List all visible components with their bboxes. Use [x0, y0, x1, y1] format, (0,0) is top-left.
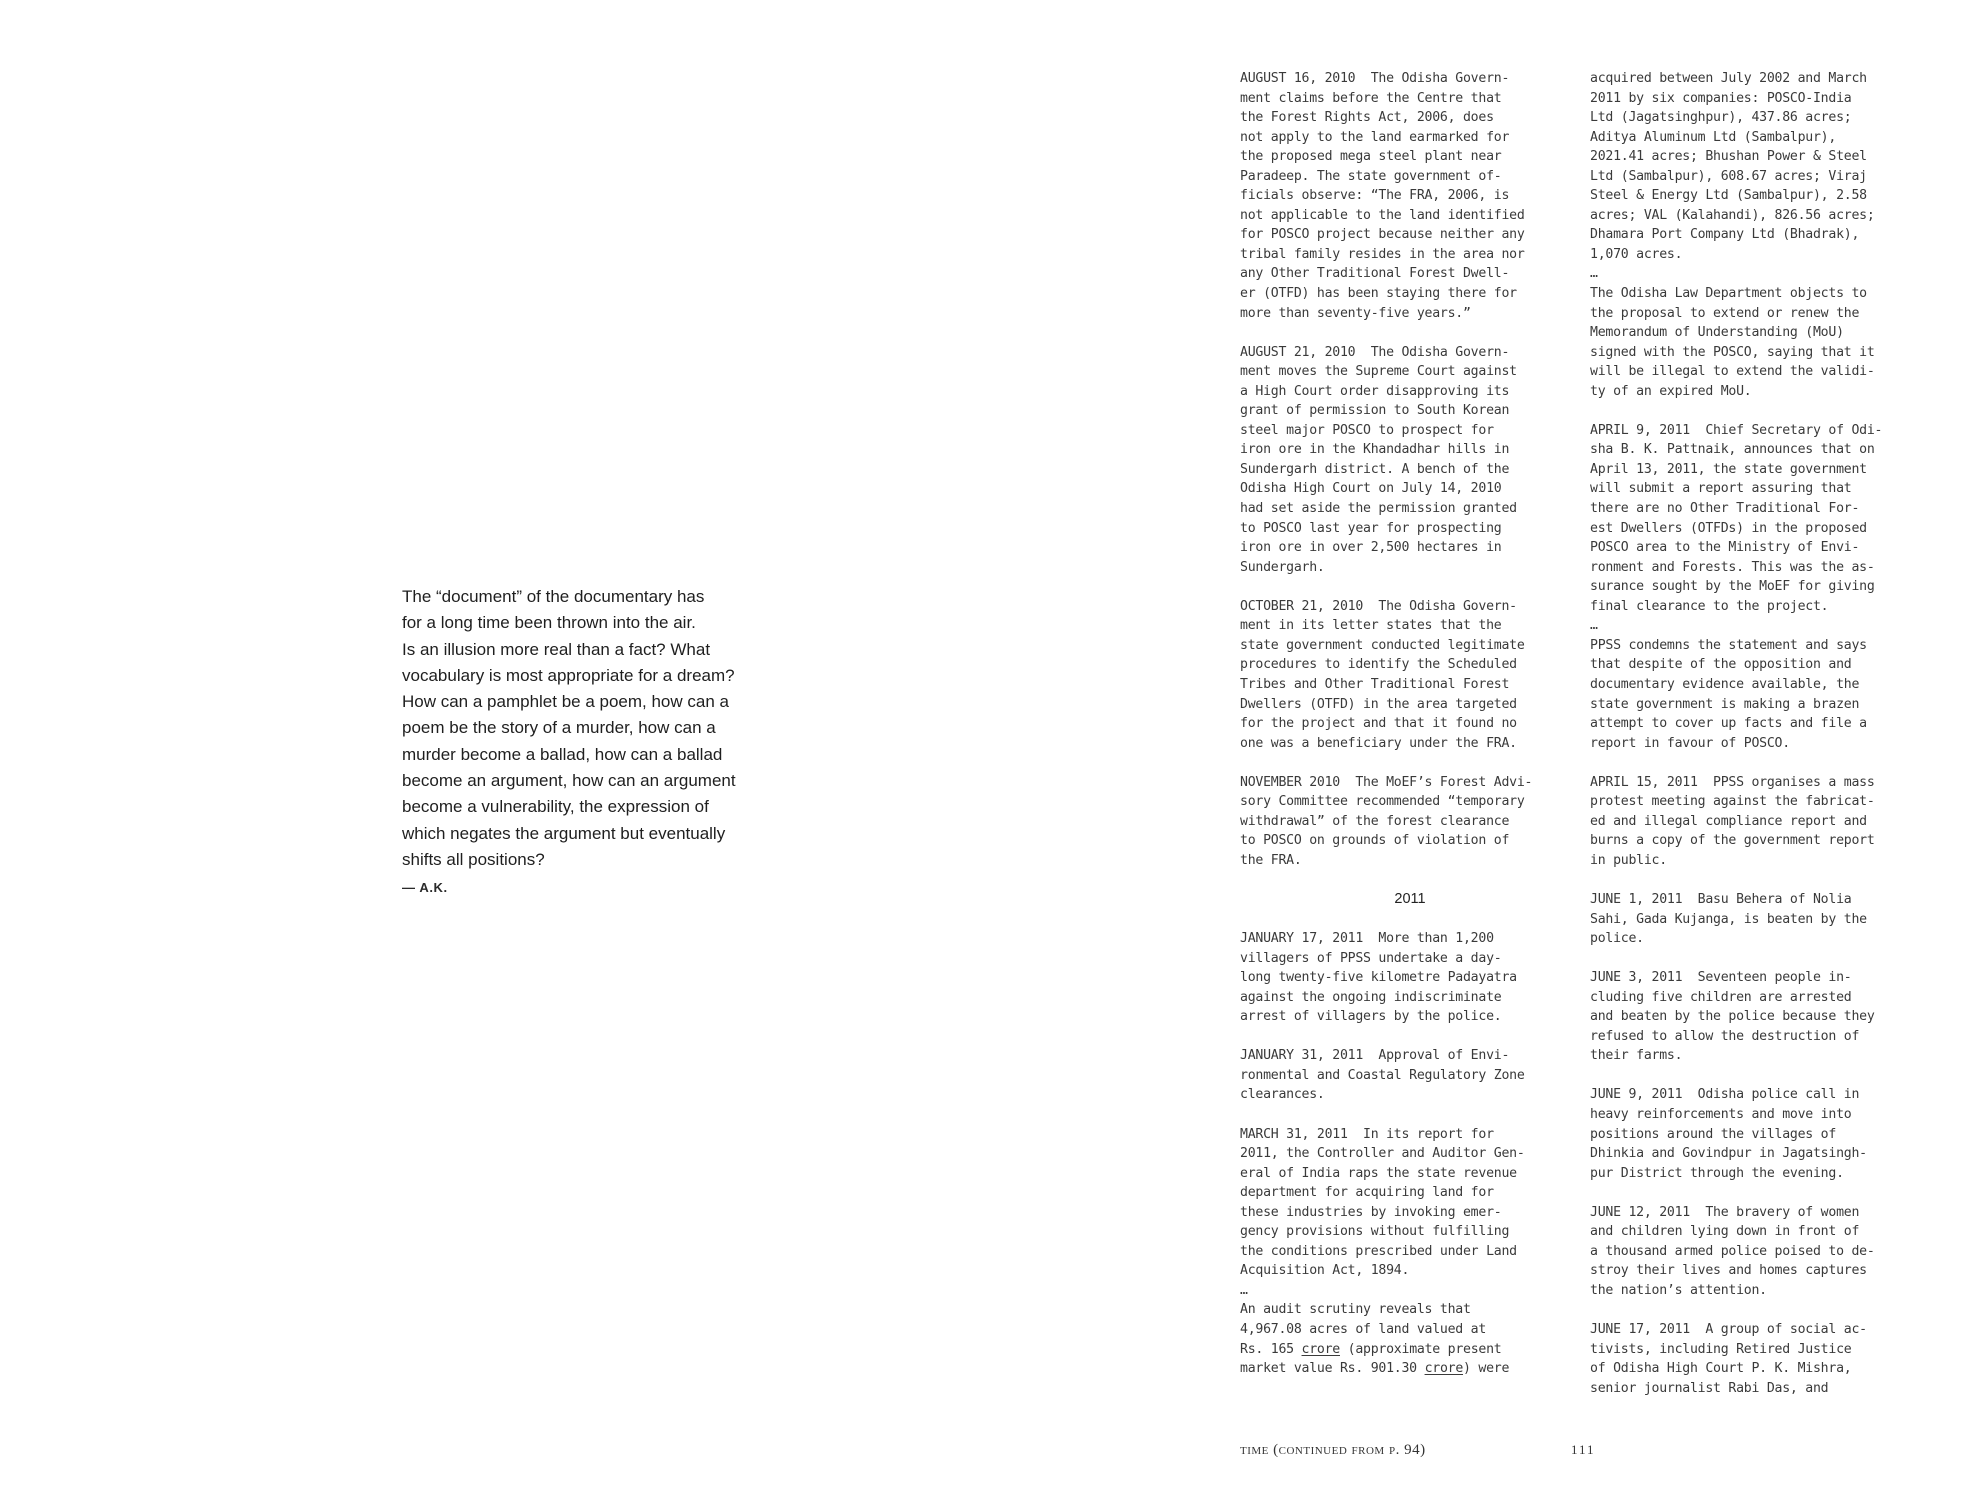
- text-line: final clearance to the project.: [1590, 598, 1829, 614]
- text-line: JUNE 17, 2011 A group of social ac-: [1590, 1322, 1867, 1337]
- text-line: grant of permission to South Korean: [1240, 403, 1510, 419]
- quote-line: poem be the story of a murder, how can a: [402, 718, 716, 738]
- text-line: that despite of the opposition and: [1590, 657, 1852, 673]
- text-line: APRIL 15, 2011 PPSS organises a mass: [1590, 774, 1875, 790]
- text-line: not apply to the land earmarked for: [1240, 129, 1510, 145]
- text-line: not applicable to the land identified: [1240, 207, 1525, 223]
- text-line: ty of an expired MoU.: [1590, 383, 1752, 399]
- text-line: the nation’s attention.: [1590, 1282, 1767, 1298]
- text-line: OCTOBER 21, 2010 The Odisha Govern-: [1240, 598, 1517, 614]
- text-line: Dhamara Port Company Ltd (Bhadrak),: [1590, 227, 1860, 243]
- text-line: the proposal to extend or renew the: [1590, 305, 1860, 321]
- text-line: protest meeting against the fabricat-: [1590, 794, 1875, 810]
- text-line: NOVEMBER 2010 The MoEF’s Forest Advi-: [1240, 774, 1533, 790]
- text-line: the conditions prescribed under Land: [1240, 1243, 1517, 1259]
- text-line: Aditya Aluminum Ltd (Sambalpur),: [1590, 129, 1837, 145]
- text-line: their farms.: [1590, 1048, 1683, 1064]
- text-line: Odisha High Court on July 14, 2010: [1240, 481, 1502, 497]
- text-line: Steel & Energy Ltd (Sambalpur), 2.58: [1590, 188, 1867, 204]
- year-heading: 2011: [1394, 890, 1426, 907]
- text-line: a thousand armed police poised to de-: [1590, 1243, 1875, 1259]
- text-line: will submit a report assuring that: [1590, 481, 1852, 497]
- text-line: ment moves the Supreme Court against: [1240, 364, 1517, 380]
- text-line: state government is making a brazen: [1590, 696, 1860, 712]
- text-line: acquired between July 2002 and March: [1590, 71, 1867, 86]
- text-line: long twenty-five kilometre Padayatra: [1240, 970, 1517, 986]
- text-line: JUNE 3, 2011 Seventeen people in-: [1590, 970, 1852, 986]
- text-line: refused to allow the destruction of: [1590, 1028, 1860, 1044]
- timeline-entry: [1590, 1320, 1930, 1398]
- text-line: PPSS condemns the statement and says: [1590, 637, 1867, 653]
- quote-line: murder become a ballad, how can a ballad: [402, 744, 723, 764]
- text-line: sory Committee recommended “temporary: [1240, 794, 1525, 810]
- text-line: more than seventy-five years.”: [1240, 305, 1471, 321]
- text-line: the FRA.: [1240, 852, 1302, 868]
- text-line: to POSCO last year for prospecting: [1240, 520, 1502, 536]
- timeline-column-left: [1240, 69, 1580, 1379]
- text-line: villagers of PPSS undertake a day-: [1240, 950, 1502, 966]
- text-line: against the ongoing indiscriminate: [1240, 989, 1502, 1005]
- text-line: Rs. 165 crore (approximate present: [1240, 1341, 1502, 1357]
- text-line: POSCO area to the Ministry of Envi-: [1590, 540, 1860, 556]
- text-line: JUNE 1, 2011 Basu Behera of Nolia: [1590, 891, 1852, 907]
- text-line: arrest of villagers by the police.: [1240, 1009, 1502, 1025]
- text-line: Acquisition Act, 1894.: [1240, 1263, 1410, 1279]
- text-line: attempt to cover up facts and file a: [1590, 716, 1867, 732]
- text-line: senior journalist Rabi Das, and: [1590, 1380, 1829, 1396]
- text-line: these industries by invoking emer-: [1240, 1204, 1502, 1220]
- quote-line: How can a pamphlet be a poem, how can a: [402, 692, 729, 712]
- quote-attribution: — A.K.: [402, 880, 448, 896]
- text-line: for POSCO project because neither any: [1240, 227, 1525, 243]
- quote-line: vocabulary is most appropriate for a dream?: [402, 665, 735, 685]
- text-line: surance sought by the MoEF for giving: [1590, 579, 1875, 595]
- timeline-entry: [1240, 929, 1580, 1027]
- timeline-entry: [1240, 597, 1580, 753]
- quote-line: The “document” of the documentary has: [402, 587, 705, 606]
- text-line: police.: [1590, 931, 1644, 947]
- text-line: ment in its letter states that the: [1240, 618, 1502, 634]
- timeline-entry: [1590, 1085, 1930, 1183]
- timeline-entry: [1590, 968, 1930, 1066]
- text-line: tribal family resides in the area nor: [1240, 246, 1525, 262]
- quote-line: shifts all positions?: [402, 849, 545, 869]
- text-line: …: [1590, 266, 1598, 282]
- text-line: state government conducted legitimate: [1240, 637, 1525, 653]
- text-line: AUGUST 21, 2010 The Odisha Govern-: [1240, 344, 1510, 360]
- text-line: will be illegal to extend the validi-: [1590, 364, 1875, 380]
- text-line: in public.: [1590, 852, 1667, 868]
- text-line: Ltd (Jagatsinghpur), 437.86 acres;: [1590, 110, 1852, 126]
- text-line: pur District through the evening.: [1590, 1165, 1844, 1181]
- timeline-entry: [1240, 773, 1580, 871]
- text-line: JUNE 12, 2011 The bravery of women: [1590, 1204, 1860, 1220]
- text-line: 2011 by six companies: POSCO-India: [1590, 90, 1852, 106]
- text-line: tivists, including Retired Justice: [1590, 1341, 1852, 1357]
- text-line: APRIL 9, 2011 Chief Secretary of Odi-: [1590, 422, 1883, 438]
- text-line: ment claims before the Centre that: [1240, 90, 1502, 106]
- text-line: gency provisions without fulfilling: [1240, 1224, 1510, 1240]
- text-line: and beaten by the police because they: [1590, 1009, 1875, 1025]
- text-line: iron ore in over 2,500 hectares in: [1240, 540, 1502, 556]
- text-line: …: [1240, 1282, 1248, 1298]
- text-line: MARCH 31, 2011 In its report for: [1240, 1126, 1494, 1142]
- timeline-entry: [1240, 343, 1580, 578]
- text-line: ronment and Forests. This was the as-: [1590, 559, 1875, 575]
- text-line: and children lying down in front of: [1590, 1224, 1860, 1240]
- text-line: JANUARY 31, 2011 Approval of Envi-: [1240, 1048, 1510, 1064]
- timeline-entry: [1590, 69, 1930, 401]
- timeline-column-right: [1590, 69, 1930, 1398]
- text-line: there are no Other Traditional For-: [1590, 501, 1860, 517]
- text-line: a High Court order disapproving its: [1240, 383, 1510, 399]
- text-line: ronmental and Coastal Regulatory Zone: [1240, 1067, 1525, 1083]
- text-line: An audit scrutiny reveals that: [1240, 1302, 1471, 1318]
- timeline-entry: [1240, 1046, 1580, 1105]
- timeline-entry: [1590, 773, 1930, 871]
- text-line: The Odisha Law Department objects to: [1590, 286, 1867, 302]
- running-title: time (continued from p. 94): [1240, 1442, 1426, 1458]
- text-line: ed and illegal compliance report and: [1590, 813, 1867, 829]
- text-line: Dhinkia and Govindpur in Jagatsingh-: [1590, 1146, 1867, 1162]
- timeline-entry: [1240, 1125, 1580, 1340]
- text-line: Sundergarh.: [1240, 559, 1325, 575]
- text-line: any Other Traditional Forest Dwell-: [1240, 266, 1510, 282]
- text-line: market value Rs. 901.30 crore) were: [1240, 1361, 1510, 1377]
- quote-line: become an argument, how can an argument: [402, 771, 736, 791]
- text-line: JANUARY 17, 2011 More than 1,200: [1240, 931, 1494, 947]
- text-line: Memorandum of Understanding (MoU): [1590, 325, 1844, 341]
- quote-text: [402, 584, 782, 873]
- text-line: Sundergarh district. A bench of the: [1240, 461, 1510, 477]
- text-line: heavy reinforcements and move into: [1590, 1106, 1852, 1122]
- text-line: had set aside the permission granted: [1240, 501, 1517, 517]
- text-line: 4,967.08 acres of land valued at: [1240, 1322, 1487, 1337]
- text-line: iron ore in the Khandadhar hills in: [1240, 442, 1510, 458]
- text-line: stroy their lives and homes captures: [1590, 1263, 1867, 1279]
- text-line: Paradeep. The state government of-: [1240, 168, 1502, 184]
- text-line: acres; VAL (Kalahandi), 826.56 acres;: [1590, 207, 1875, 223]
- text-line: 2021.41 acres; Bhushan Power & Steel: [1590, 149, 1867, 165]
- quote-line: Is an illusion more real than a fact? What: [402, 639, 711, 659]
- text-line: steel major POSCO to prospect for: [1240, 422, 1494, 438]
- epigraph-quote: [402, 584, 782, 902]
- timeline-entry: [1590, 1203, 1930, 1301]
- text-line: to POSCO on grounds of violation of: [1240, 833, 1510, 849]
- text-line: er (OTFD) has been staying there for: [1240, 286, 1517, 302]
- text-line: Dwellers (OTFD) in the area targeted: [1240, 696, 1517, 712]
- page-number: 111: [1571, 1442, 1596, 1457]
- text-line: est Dwellers (OTFDs) in the proposed: [1590, 520, 1867, 536]
- quote-line: become a vulnerability, the expression of: [402, 797, 709, 817]
- text-line: documentary evidence available, the: [1590, 676, 1860, 692]
- text-line: Ltd (Sambalpur), 608.67 acres; Viraj: [1590, 168, 1867, 184]
- text-line: 1,070 acres.: [1590, 246, 1683, 262]
- text-line: for the project and that it found no: [1240, 716, 1517, 732]
- quote-line: for a long time been thrown into the air.: [402, 613, 696, 633]
- text-line: cluding five children are arrested: [1590, 989, 1852, 1005]
- text-line: department for acquiring land for: [1240, 1185, 1494, 1201]
- text-line: ficials observe: “The FRA, 2006, is: [1240, 188, 1510, 204]
- text-line: signed with the POSCO, saying that it: [1590, 344, 1875, 360]
- text-line: report in favour of POSCO.: [1590, 735, 1790, 751]
- timeline-entry: [1590, 421, 1930, 753]
- text-line: clearances.: [1240, 1087, 1325, 1103]
- text-line: withdrawal” of the forest clearance: [1240, 813, 1510, 829]
- text-line: the proposed mega steel plant near: [1240, 149, 1502, 165]
- text-line: Tribes and Other Traditional Forest: [1240, 676, 1510, 692]
- text-line: JUNE 9, 2011 Odisha police call in: [1590, 1087, 1860, 1103]
- quote-line: which negates the argument but eventually: [402, 823, 726, 843]
- timeline-entry: [1590, 890, 1930, 949]
- text-line: the Forest Rights Act, 2006, does: [1240, 110, 1494, 126]
- text-line: Sahi, Gada Kujanga, is beaten by the: [1590, 911, 1867, 927]
- timeline-entry: [1240, 69, 1580, 323]
- text-line: positions around the villages of: [1590, 1126, 1837, 1142]
- text-line: one was a beneficiary under the FRA.: [1240, 735, 1517, 751]
- text-line: …: [1590, 618, 1598, 634]
- text-line: burns a copy of the government report: [1590, 833, 1875, 849]
- text-line: AUGUST 16, 2010 The Odisha Govern-: [1240, 71, 1510, 86]
- text-line: sha B. K. Pattnaik, announces that on: [1590, 442, 1875, 458]
- text-line: April 13, 2011, the state government: [1590, 461, 1867, 477]
- text-line: 2011, the Controller and Auditor Gen-: [1240, 1146, 1525, 1162]
- text-line: eral of India raps the state revenue: [1240, 1165, 1517, 1181]
- text-line: procedures to identify the Scheduled: [1240, 657, 1517, 673]
- text-line: of Odisha High Court P. K. Mishra,: [1590, 1361, 1852, 1377]
